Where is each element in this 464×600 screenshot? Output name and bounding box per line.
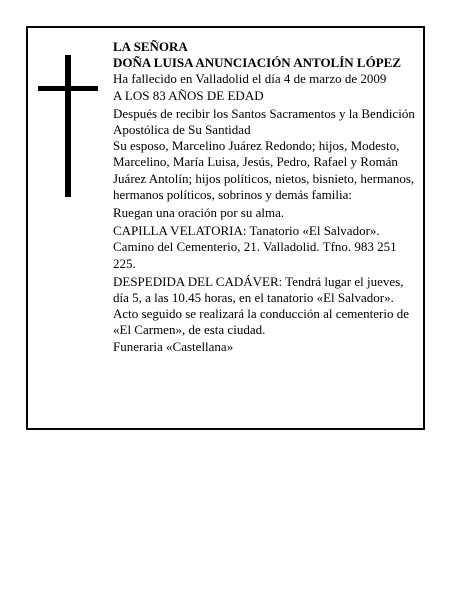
- death-statement: Ha fallecido en Valladolid el día 4 de marzo de 2009: [113, 71, 387, 87]
- cross-horizontal-bar: [38, 86, 98, 91]
- cross-vertical-bar: [65, 55, 71, 197]
- age-statement: A LOS 83 AÑOS DE EDAD: [113, 87, 264, 103]
- cross-icon: [38, 55, 98, 197]
- family-statement: Su esposo, Marcelino Juárez Redondo; hijos, Modesto, Marcelino, María Luisa, Jesús, Pedro, Rafael y Román Juárez Antolín; hijos políticos, nietos, bisnieto, hermanos, hermanos políticos, sobrinos y demás familia:: [113, 138, 415, 202]
- prayer-statement: Ruegan una oración por su alma.: [113, 205, 285, 221]
- obituary-text: [113, 39, 421, 355]
- farewell-statement: DESPEDIDA DEL CADÁVER: Tendrá lugar el jueves, día 5, a las 10.45 horas, en el tanatorio «El Salvador». Acto seguido se realizará la conducción al cementerio de «El Carmen», de esta ciudad.: [113, 273, 409, 338]
- deceased-name: DOÑA LUISA ANUNCIACIÓN ANTOLÍN LÓPEZ: [113, 55, 401, 71]
- funeral-home: Funeraria «Castellana»: [113, 338, 234, 354]
- chapel-statement: CAPILLA VELATORIA: Tanatorio «El Salvador». Camino del Cementerio, 21. Valladolid. Tfno. 983 251 225.: [113, 223, 397, 271]
- obituary-title: LA SEÑORA: [113, 39, 188, 54]
- sacraments-statement: Después de recibir los Santos Sacramentos y la Bendición Apostólica de Su Santidad: [113, 105, 415, 138]
